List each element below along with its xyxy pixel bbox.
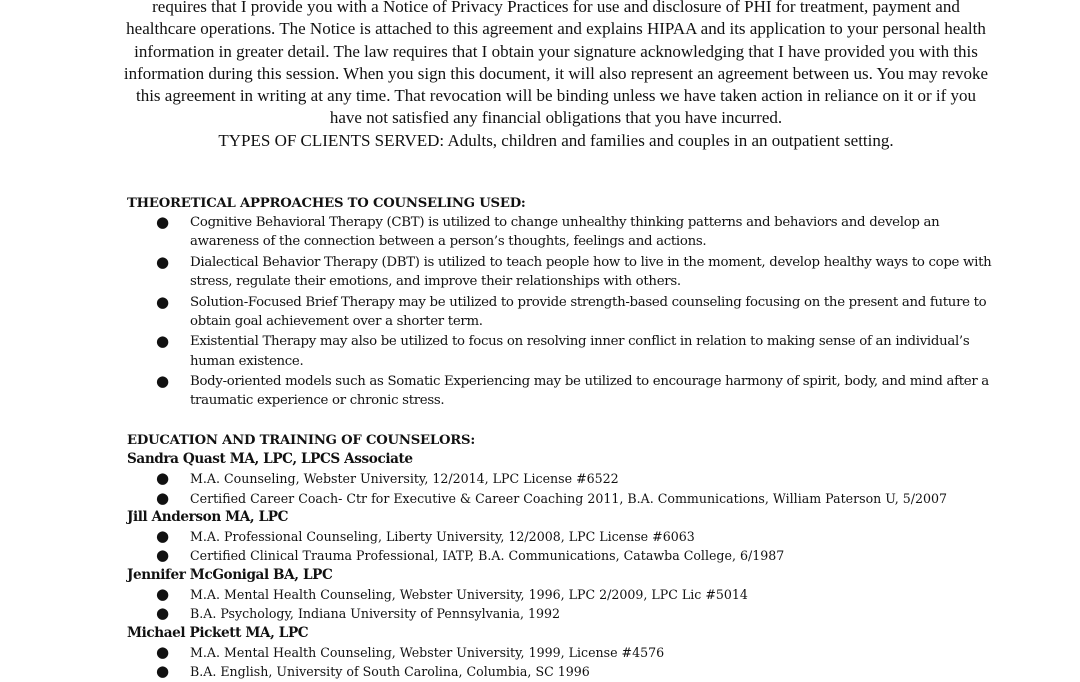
credential-item xyxy=(127,662,1007,681)
approach-item-cbt xyxy=(127,213,1007,252)
bullet-icon: ● xyxy=(156,546,170,565)
credential-item xyxy=(127,643,1007,662)
approach-text: Solution-Focused Brief Therapy may be utilized to provide strength-based counseling focusing on the present and future to obtain goal achievement over a shorter term. xyxy=(190,294,987,329)
credential-text: M.A. Mental Health Counseling, Webster University, 1999, License #4576 xyxy=(190,644,665,660)
credential-item xyxy=(127,604,1007,623)
credential-item xyxy=(127,489,1007,508)
counselor-name: Jill Anderson MA, LPC xyxy=(127,508,288,525)
approach-item-somatic xyxy=(127,372,1007,411)
credential-text: M.A. Professional Counseling, Liberty University, 12/2008, LPC License #6063 xyxy=(190,529,695,545)
credential-item xyxy=(127,469,1007,488)
privacy-notice-paragraph: requires that I provide you with a Notice of Privacy Practices for use and disclosure of PHI for treatment, payment and healthcare operations. The Notice is attached to this agreement and explains HIPAA and its application to your personal health information in greater detail. The law requires that I obtain your signature acknowledging that I have provided you with this information during this session. When you sign this document, it will also represent an agreement between us. You may revoke this agreement in writing at any time. That revocation will be binding unless we have taken action in reliance on it or if you have not satisfied any financial obligations that you have incurred. xyxy=(123,0,989,128)
credential-text: Certified Career Coach- Ctr for Executive & Career Coaching 2011, B.A. Communications, William Paterson U, 5/2007 xyxy=(190,490,948,506)
approaches-section xyxy=(127,195,1007,412)
bullet-icon: ● xyxy=(156,488,170,507)
types-of-clients-line: TYPES OF CLIENTS SERVED: Adults, children and families and couples in an outpatient setting. xyxy=(218,130,894,150)
approach-text: Dialectical Behavior Therapy (DBT) is utilized to teach people how to live in the moment, develop healthy ways to cope with stress, regulate their emotions, and improve their relationships with others. xyxy=(190,254,992,290)
bullet-icon: ● xyxy=(156,604,170,623)
credential-text: M.A. Counseling, Webster University, 12/2014, LPC License #6522 xyxy=(190,471,619,487)
credential-list xyxy=(127,527,1007,566)
approach-item-solution-focused xyxy=(127,293,1007,332)
credential-list xyxy=(127,585,1007,624)
counselor-name: Jennifer McGonigal BA, LPC xyxy=(127,566,333,583)
bullet-icon: ● xyxy=(156,662,170,681)
approach-item-dbt xyxy=(127,253,1007,292)
credential-list xyxy=(127,643,1007,682)
bullet-icon: ● xyxy=(156,372,169,391)
credential-text: M.A. Mental Health Counseling, Webster University, 1996, LPC 2/2009, LPC Lic #5014 xyxy=(190,587,748,603)
credential-item xyxy=(127,585,1007,604)
approach-text: Existential Therapy may also be utilized to focus on resolving inner conflict in relation to making sense of an individual’s human existence. xyxy=(190,334,970,369)
bullet-icon: ● xyxy=(156,332,169,351)
approaches-heading: THEORETICAL APPROACHES TO COUNSELING USED: xyxy=(127,196,526,211)
counselor-name: Sandra Quast MA, LPC, LPCS Associate xyxy=(127,451,413,467)
bullet-icon: ● xyxy=(156,642,170,661)
approach-text: Body-oriented models such as Somatic Experiencing may be utilized to encourage harmony of spirit, body, and mind after a traumatic experience or chronic stress. xyxy=(190,374,989,409)
education-section xyxy=(127,432,1007,682)
privacy-notice-paragraph-block xyxy=(120,0,992,152)
credential-text: Certified Clinical Trauma Professional, IATP, B.A. Communications, Catawba College, 6/1987 xyxy=(190,548,785,564)
credential-text: B.A. English, University of South Carolina, Columbia, SC 1996 xyxy=(190,664,590,680)
bullet-icon: ● xyxy=(156,585,170,604)
credential-text: B.A. Psychology, Indiana University of Pennsylvania, 1992 xyxy=(190,606,561,622)
counselor-name: Michael Pickett MA, LPC xyxy=(127,624,309,641)
bullet-icon: ● xyxy=(156,527,170,546)
credential-item xyxy=(127,527,1007,546)
approach-item-existential xyxy=(127,332,1007,371)
credential-item xyxy=(127,546,1007,565)
bullet-icon: ● xyxy=(156,252,169,271)
bullet-icon: ● xyxy=(156,213,169,231)
credential-list xyxy=(127,469,1007,508)
education-heading: EDUCATION AND TRAINING OF COUNSELORS: xyxy=(127,433,475,448)
bullet-icon: ● xyxy=(156,292,169,311)
bullet-icon: ● xyxy=(156,469,170,488)
approaches-list xyxy=(127,213,1007,411)
approach-text: Cognitive Behavioral Therapy (CBT) is utilized to change unhealthy thinking patterns and behaviors and develop an awareness of the connection between a person’s thoughts, feelings and actions. xyxy=(190,215,940,250)
